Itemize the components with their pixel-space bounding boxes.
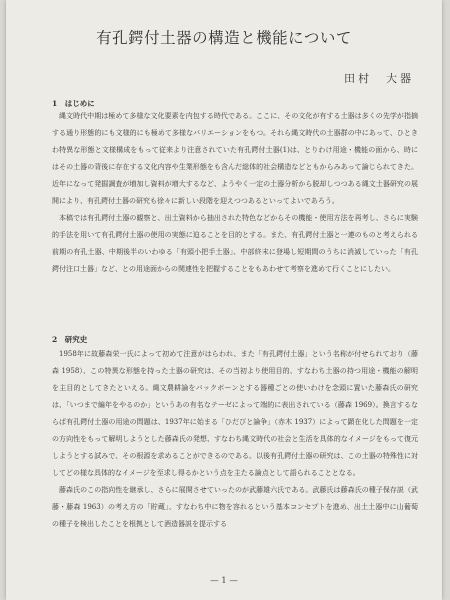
section-body-research-history [52, 346, 418, 533]
section-body-introduction [52, 108, 418, 278]
paragraph: 藤森氏のこの指向性を継承し、さらに展開させていったのが武藤雄六氏である。武藤氏は藤森氏の種子保存説（武藤・藤森 1963）の考え方の「貯蔵」、すなわち中に物を容れるという基本コンセプトを進め、出土土器中に山葡萄の種子を検出したことを根拠として酒造器説を提示する [52, 486, 418, 528]
author-name: 田村 大器 [344, 72, 414, 85]
paragraph: 1958年に故藤森栄一氏によって初めて注意がはらわれ、また「有孔鍔付土器」という名称が付せられており（藤森 1958）、この特異な形態を持った土器の研究は、その当初より使用目的、すなわち土器の持つ用途・機能の解明を主目的としてきたといえる。縄文農耕論をバックボーンとする器種ごとの使いわけを念頭に置いた藤森氏の研究は、「いつまで編年をやるのか」というあの有名なテーゼによって端的に表出されている（藤森 1969）。換言するならば有孔鍔付土器の用途の問題は、1937年に始まる「ひだびと論争」（赤木 1937）によって顕在化した問題を一定の方向性をもって解明しようとした藤森氏の発想、すなわち縄文時代の社会と生活を具体的なイメージをもって復元しようとする試みで、その根源を求めることができるのである。以後有孔鍔付土器の研究は、この土器の特殊性に対してどの様な具体的なイメージを至求し得るかという点を主たる論点として語られることとなる。 [52, 350, 418, 477]
document-page [6, 0, 442, 600]
section-heading-introduction: 1 はじめに [52, 99, 95, 108]
section-heading-research-history: 2 研究史 [52, 335, 88, 344]
page-number: — 1 — [210, 576, 238, 586]
paragraph: 縄文時代中期は極めて多様な文化要素を内包する時代である。ここに、その文化が有する土器は多くの先学が指摘する通り形態的にも文様的にも極めて多様なバリエーションをもつ。それら縄文時代の土器群の中にあって、ひときわ特異な形態と文様構成をもって従来より注意されていた有孔鍔付土器(1)は、とりわけ用途・機能の面から、時にはその土器の背後に存在する文化内容や生業形態をも含んだ総体的社会構造などともからみあって論じられてきた。近年になって発掘調査が増加し資料が増大するなど、ようやく一定の土器分析から脱却しつつある縄文土器研究の展開により、有孔鍔付土器の研究も徐々に新しい段階を迎えつつあるといってよいであろう。 [52, 112, 418, 205]
paragraph: 本稿では有孔鍔付土器の観察と、出土資料から抽出された特色などからその機能・使用方法を再考し、さらに実験的手法を用いて有孔鍔付土器の使用の実態に迫ることを目的とする。また、有孔鍔付土器と一連のものと考えられる前期の有孔土器、中期後半のいわゆる「有頭小把手土器」、中部終末に登場し短期間のうちに消滅していった「有孔鍔付注口土器」など、との用途面からの関連性を把握することをもあわせて考察を進めて行くことにしたい。 [52, 214, 418, 273]
document-title: 有孔鍔付土器の構造と機能について [96, 29, 352, 47]
